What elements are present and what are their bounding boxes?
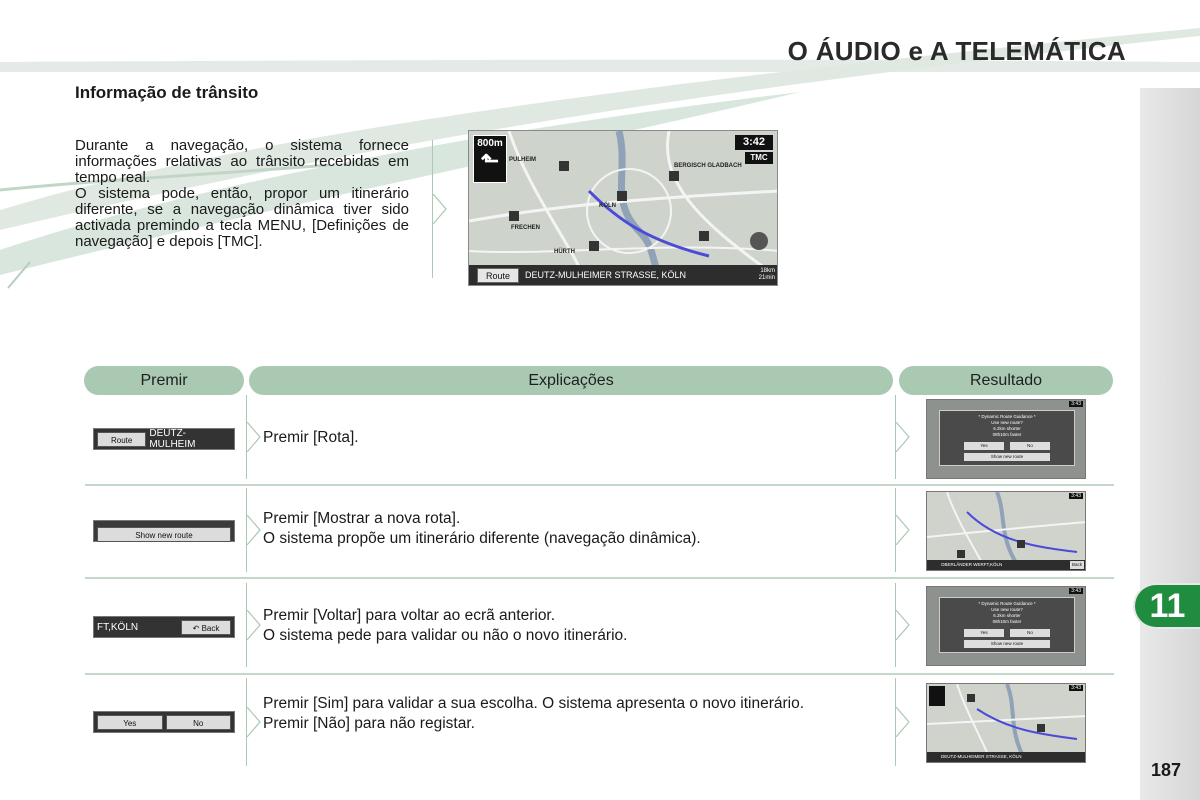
back-button[interactable]: Back [1071,562,1082,567]
page-number: 187 [1151,760,1182,780]
chevron-right-icon [247,707,261,737]
result-status-bar [927,752,1086,762]
row-explanation [263,509,886,549]
eta-info [759,268,775,282]
current-street: DEUTZ-MULHEIMER STRASSE, KÖLN [525,270,687,280]
result-final-route-map [926,683,1086,763]
press-back-image [93,616,235,638]
explanation-line: Premir [Não] para não registar. [263,715,475,732]
intro-text [75,138,409,250]
chevron-right-icon [896,707,910,737]
result-new-route-map [926,491,1086,571]
yes-button[interactable]: Yes [964,442,1004,450]
page-edge-band [1140,88,1200,800]
yes-button[interactable]: Yes [97,715,163,730]
explanation-line: Premir [Voltar] para voltar ao ecrã anterior. [263,607,556,624]
row-separator [85,577,1114,579]
press-route-image [93,428,235,450]
press-street-text: DEUTZ-MULHEIM [149,428,196,450]
dynamic-route-dialog [939,597,1075,653]
dialog-faster: 08h10m faster [992,619,1022,624]
column-header-result: Resultado [899,366,1113,395]
explanation-line: O sistema pede para validar ou não o novo itinerário. [263,627,628,644]
chevron-right-icon [247,422,261,452]
eta-distance: 18km [760,268,775,274]
row-explanation [263,694,886,734]
route-button[interactable]: Route [477,268,519,283]
route-button[interactable]: Route [97,432,146,447]
place-label: FRECHEN [511,225,541,231]
press-yes-no-image [93,711,235,733]
intro-paragraph-2: O sistema pode, então, propor um itinerário diferente, se a navegação dinâmica tiver sido activada premindo a tecla MENU, [Definições de navegação] e depois [TMC]. [75,185,409,250]
show-new-route-button[interactable]: Show new route [964,453,1050,461]
result-dialog-screen [926,586,1086,666]
navigation-map-screenshot [468,130,778,286]
no-button[interactable]: No [166,715,232,730]
chevron-right-icon [896,610,910,640]
map-status-bar [469,265,778,285]
row-separator [85,673,1114,675]
eta-time: 21min [758,275,775,281]
result-status-bar [927,560,1086,570]
column-header-press: Premir [84,366,244,395]
press-street-text: FT,KÖLN [97,621,139,633]
map-roads-illustration [469,131,778,286]
back-button[interactable]: ↶ Back [181,620,231,635]
dialog-shorter: 6.2km shorter [993,613,1021,618]
place-label: KÖLN [599,203,616,209]
result-time: 3:43 [1071,685,1081,691]
column-header-explanation: Explicações [249,366,893,395]
press-show-new-route-image [93,520,235,542]
explanation-line: O sistema propõe um itinerário diferente (navegação dinâmica). [263,530,701,547]
place-label: HÜRTH [554,249,575,255]
explanation-line: Premir [Rota]. [263,429,359,446]
dialog-faster: 08h10m faster [992,432,1022,437]
result-time: 3:43 [1071,588,1081,594]
result-street: DEUTZ-MULHEIMER STRASSE, KÖLN [941,754,1022,759]
dialog-question: Use new route? [991,607,1023,612]
yes-button[interactable]: Yes [964,629,1004,637]
chapter-title: O ÁUDIO e A TELEMÁTICA [787,36,1126,66]
chevron-right-icon [896,422,910,452]
dialog-question: Use new route? [991,420,1023,425]
row-explanation [263,428,886,448]
turn-distance-box [473,135,507,183]
chevron-right-icon [247,515,261,545]
intro-paragraph-1: Durante a navegação, o sistema fornece informações relativas ao trânsito recebidas em tempo real. [75,137,409,186]
no-button[interactable]: No [1010,629,1050,637]
chevron-right-icon [247,610,261,640]
result-time: 3:43 [1071,493,1081,499]
show-new-route-button[interactable]: Show new route [964,640,1050,648]
place-label: PULHEIM [509,157,536,163]
tmc-badge: TMC [745,152,773,164]
place-label: BERGISCH GLADBACH [674,163,742,169]
result-dialog-screen [926,399,1086,479]
chevron-right-icon [433,194,447,224]
dialog-shorter: 6.2km shorter [993,426,1021,431]
dynamic-route-dialog [939,410,1075,466]
explanation-line: Premir [Mostrar a nova rota]. [263,510,461,527]
no-button[interactable]: No [1010,442,1050,450]
result-street: OBERLÄNDER WERFT,KÖLN [941,562,1003,567]
row-explanation [263,606,886,646]
section-title: Informação de trânsito [75,83,259,102]
dialog-title: * Dynamic Route Guidance * [978,601,1036,606]
chapter-number-tab: 11 [1133,583,1200,629]
dialog-title: * Dynamic Route Guidance * [978,414,1036,419]
show-new-route-button[interactable]: Show new route [97,527,231,542]
turn-left-icon: ⬑ [480,148,500,173]
chevron-right-icon [896,515,910,545]
turn-distance: 800m [477,138,503,149]
explanation-line: Premir [Sim] para validar a sua escolha. O sistema apresenta o novo itinerário. [263,695,805,712]
row-separator [85,484,1114,486]
map-clock: 3:42 [735,135,773,150]
result-time: 3:43 [1071,401,1081,407]
